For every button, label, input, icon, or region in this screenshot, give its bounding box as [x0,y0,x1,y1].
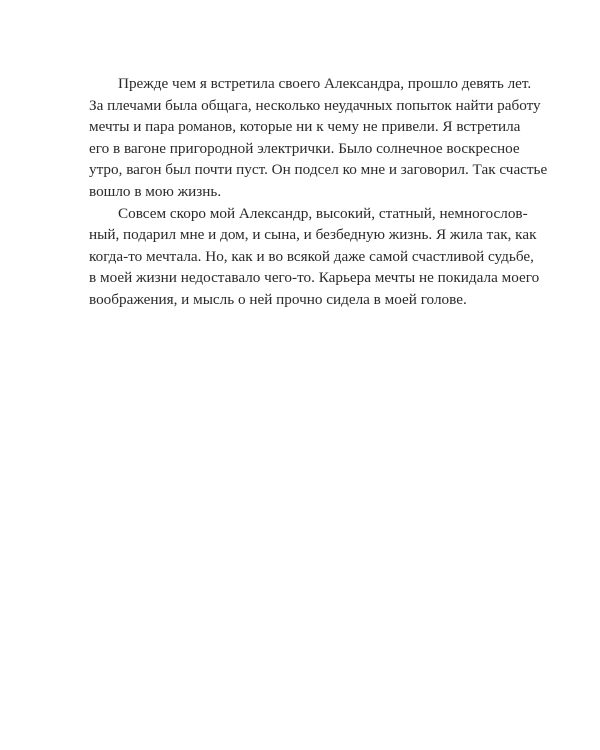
text-line: когда-то мечтала. Но, как и во всякой даже самой счастливой судьбе, [89,247,534,265]
text-line: ный, подарил мне и дом, и сына, и безбедную жизнь. Я жила так, как [89,226,537,244]
body-text [89,73,548,311]
text-line: утро, вагон был почти пуст. Он подсел ко мне и заговорил. Так счастье [89,161,548,179]
text-line: мечты и пара романов, которые ни к чему не привели. Я встретила [89,118,521,136]
paragraph-2 [89,203,540,311]
text-line: в моей жизни недоставало чего-то. Карьера мечты не покидала моего [89,269,540,287]
text-line: За плечами была общага, несколько неудачных попыток найти работу [89,96,541,114]
text-line: воображения, и мысль о ней прочно сидела в моей голове. [89,290,467,308]
text-line: его в вагоне пригородной электрички. Было солнечное воскресное [89,139,520,157]
text-line: вошло в мою жизнь. [89,182,222,200]
text-line: Совсем скоро мой Александр, высокий, статный, немногослов- [118,204,528,222]
paragraph-1 [89,73,548,203]
text-line: Прежде чем я встретила своего Александра, прошло девять лет. [118,75,532,92]
